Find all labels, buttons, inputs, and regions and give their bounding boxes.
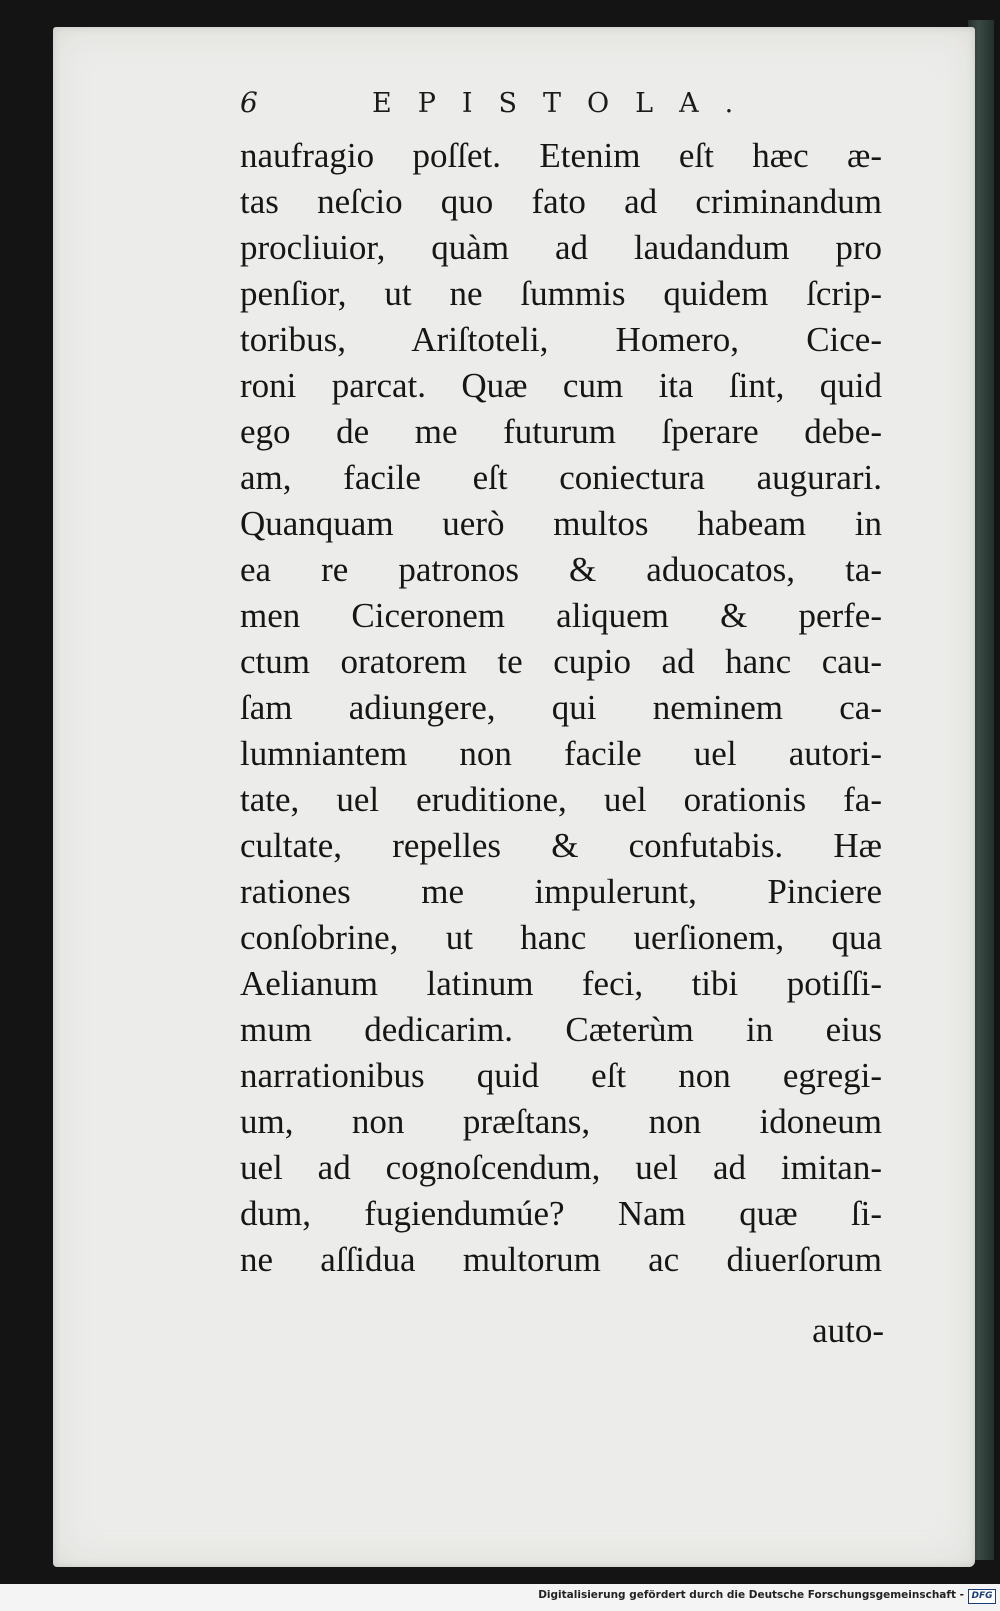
text-line: tas neſcio quo fato ad criminandum [240,182,882,221]
text-line: toribus, Ariſtoteli, Homero, Cice- [240,320,882,359]
text-line: narrationibus quid eſt non egregi- [240,1056,882,1095]
text-line: penſior, ut ne ſummis quidem ſcrip- [240,274,882,313]
text-line: Quanquam uerò multos habeam in [240,504,882,543]
text-line: lumniantem non facile uel autori- [240,734,882,773]
dfg-logo: DFG [968,1589,996,1604]
text-line: naufragio poſſet. Etenim eſt hæc æ- [240,136,882,175]
catchword: auto- [812,1311,884,1350]
running-title: EPISTOLA. [372,88,760,119]
text-line: ſam adiungere, qui neminem ca- [240,688,882,727]
text-line: dum, fugiendumúe? Nam quæ ſi- [240,1194,882,1233]
text-line: ea re patronos & aduocatos, ta- [240,550,882,589]
text-line: mum dedicarim. Cæterùm in eius [240,1010,882,1049]
text-line: roni parcat. Quæ cum ita ſint, quid [240,366,882,405]
text-line: um, non præſtans, non idoneum [240,1102,882,1141]
page-number: 6 [240,86,258,119]
text-line: cultate, repelles & confutabis. Hæ [240,826,882,865]
text-line: rationes me impulerunt, Pinciere [240,872,882,911]
text-line: conſobrine, ut hanc uerſionem, qua [240,918,882,957]
text-line: am, facile eſt coniectura augurari. [240,458,882,497]
funding-credit: Digitalisierung gefördert durch die Deutsche Forschungsgemeinschaft - [538,1589,964,1601]
text-line: ego de me futurum ſperare debe- [240,412,882,451]
text-line: Aelianum latinum feci, tibi potiſſi- [240,964,882,1003]
text-line: tate, uel eruditione, uel orationis fa- [240,780,882,819]
text-line: procliuior, quàm ad laudandum pro [240,228,882,267]
footer-bar [0,1584,1000,1611]
text-line: men Ciceronem aliquem & perfe- [240,596,882,635]
body-text [240,133,882,1283]
running-head [240,86,800,126]
text-line: uel ad cognoſcendum, uel ad imitan- [240,1148,882,1187]
text-line: ne aſſidua multorum ac diuerſorum [240,1240,882,1279]
text-line: ctum oratorem te cupio ad hanc cau- [240,642,882,681]
